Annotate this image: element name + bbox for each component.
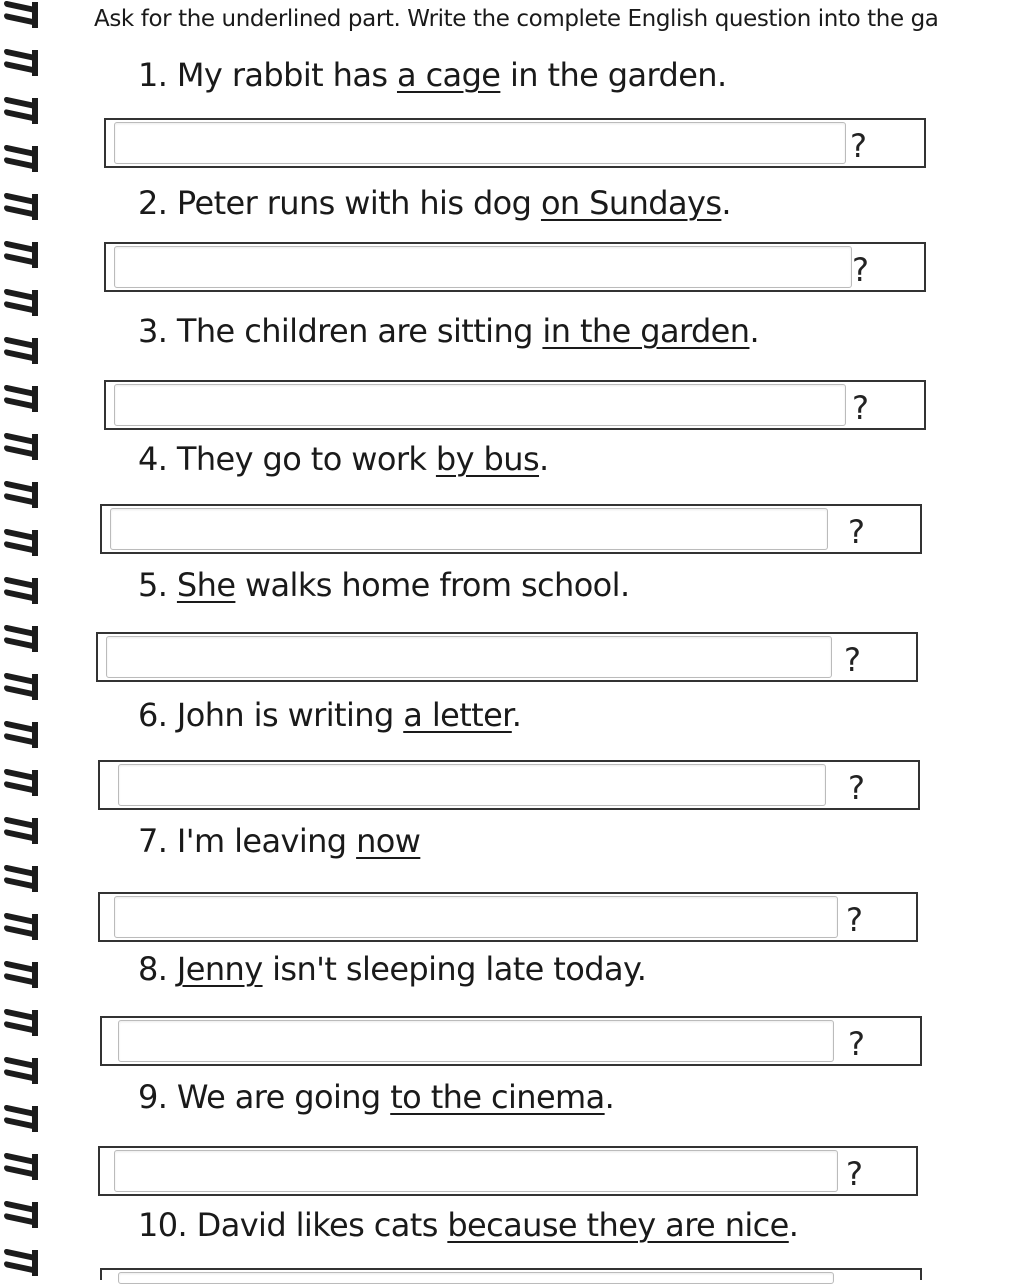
item-number: 7. — [138, 822, 168, 860]
underlined-part: Jenny — [176, 950, 263, 988]
item-number: 6. — [138, 696, 168, 734]
answer-row-6 — [98, 760, 920, 810]
underlined-part: She — [176, 566, 236, 604]
answer-row-1 — [104, 118, 926, 168]
binding-ring — [4, 290, 38, 320]
answer-row-2 — [104, 242, 926, 292]
binding-ring — [4, 194, 38, 224]
question-mark: ? — [844, 641, 861, 679]
question-item-5: 5. She walks home from school. — [138, 566, 630, 604]
binding-ring — [4, 2, 38, 32]
answer-input-8[interactable] — [118, 1020, 834, 1062]
answer-input-6[interactable] — [118, 764, 826, 806]
question-mark: ? — [852, 389, 869, 427]
binding-ring — [4, 1058, 38, 1088]
question-mark: ? — [852, 251, 869, 289]
answer-input-10[interactable] — [118, 1272, 834, 1284]
underlined-part: to the cinema — [390, 1078, 605, 1116]
answer-input-7[interactable] — [114, 896, 838, 938]
answer-input-4[interactable] — [110, 508, 828, 550]
answer-input-2[interactable] — [114, 246, 852, 288]
answer-row-3 — [104, 380, 926, 430]
answer-input-3[interactable] — [114, 384, 846, 426]
binding-ring — [4, 914, 38, 944]
binding-ring — [4, 818, 38, 848]
binding-ring — [4, 770, 38, 800]
underlined-part: a cage — [396, 56, 501, 94]
question-mark: ? — [846, 1155, 863, 1193]
answer-input-5[interactable] — [106, 636, 832, 678]
binding-ring — [4, 1106, 38, 1136]
answer-row-9 — [98, 1146, 918, 1196]
underlined-part: a letter — [403, 696, 512, 734]
answer-row-8 — [100, 1016, 922, 1066]
question-item-3: 3. The children are sitting in the garden. — [138, 312, 760, 350]
binding-ring — [4, 674, 38, 704]
underlined-part: now — [356, 822, 421, 860]
item-number: 10. — [138, 1206, 188, 1244]
underlined-part: on Sundays — [540, 184, 722, 222]
binding-ring — [4, 578, 38, 608]
binding-ring — [4, 434, 38, 464]
question-item-6: 6. John is writing a letter. — [138, 696, 522, 734]
binding-ring — [4, 146, 38, 176]
binding-ring — [4, 962, 38, 992]
answer-input-1[interactable] — [114, 122, 846, 164]
question-mark: ? — [848, 769, 865, 807]
underlined-part: by bus — [435, 440, 540, 478]
spiral-binding — [0, 0, 46, 1280]
underlined-part: in the garden — [542, 312, 750, 350]
binding-ring — [4, 530, 38, 560]
binding-ring — [4, 50, 38, 80]
question-item-2: 2. Peter runs with his dog on Sundays. — [138, 184, 731, 222]
question-mark: ? — [848, 1025, 865, 1063]
answer-row-5 — [96, 632, 918, 682]
question-item-9: 9. We are going to the cinema. — [138, 1078, 615, 1116]
answer-row-7 — [98, 892, 918, 942]
binding-ring — [4, 1250, 38, 1280]
answer-row-4 — [100, 504, 922, 554]
binding-ring — [4, 866, 38, 896]
binding-ring — [4, 1202, 38, 1232]
item-number: 2. — [138, 184, 168, 222]
binding-ring — [4, 98, 38, 128]
instructions-text: Ask for the underlined part. Write the complete English question into the ga — [94, 6, 939, 32]
binding-ring — [4, 1154, 38, 1184]
item-number: 1. — [138, 56, 168, 94]
underlined-part: because they are nice — [447, 1206, 789, 1244]
binding-ring — [4, 338, 38, 368]
question-item-7: 7. I'm leaving now — [138, 822, 421, 860]
binding-ring — [4, 482, 38, 512]
binding-ring — [4, 1010, 38, 1040]
binding-ring — [4, 722, 38, 752]
binding-ring — [4, 242, 38, 272]
question-mark: ? — [850, 127, 867, 165]
item-number: 5. — [138, 566, 168, 604]
binding-ring — [4, 386, 38, 416]
item-number: 3. — [138, 312, 168, 350]
answer-input-9[interactable] — [114, 1150, 838, 1192]
binding-ring — [4, 626, 38, 656]
question-item-8: 8. Jenny isn't sleeping late today. — [138, 950, 647, 988]
item-number: 8. — [138, 950, 168, 988]
question-item-10: 10. David likes cats because they are nice. — [138, 1206, 799, 1244]
question-item-4: 4. They go to work by bus. — [138, 440, 549, 478]
item-number: 9. — [138, 1078, 168, 1116]
answer-row-10 — [100, 1268, 922, 1280]
item-number: 4. — [138, 440, 168, 478]
question-item-1: 1. My rabbit has a cage in the garden. — [138, 56, 727, 94]
question-mark: ? — [848, 513, 865, 551]
question-mark: ? — [846, 901, 863, 939]
